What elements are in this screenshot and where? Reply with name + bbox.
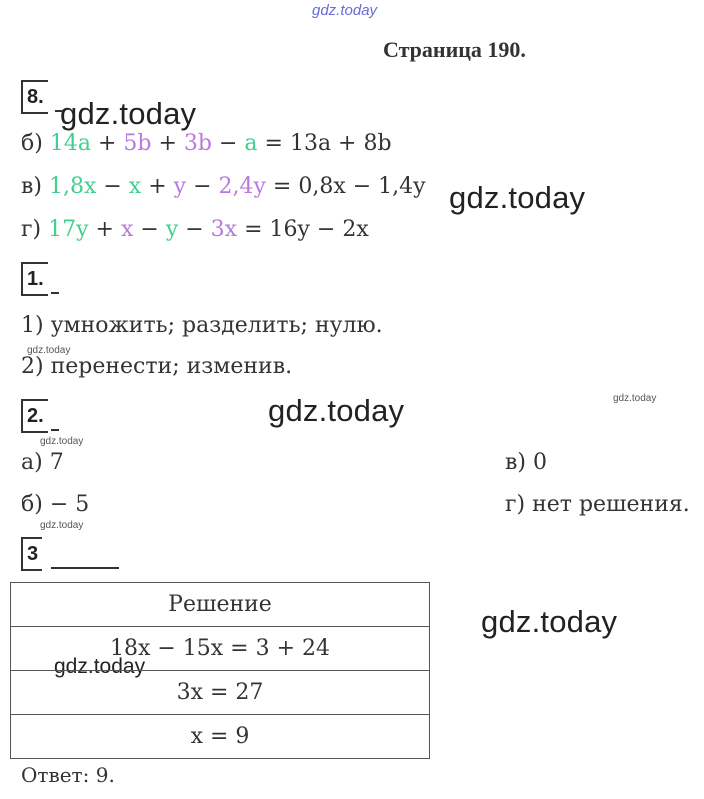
page-title: Страница 190.: [383, 37, 526, 62]
task-box-underline: [51, 567, 119, 569]
watermark-large-1: gdz.today: [60, 96, 197, 131]
table-row: [11, 627, 430, 671]
equation-g: г) 17y + x − y − 3x = 16y − 2x: [21, 217, 369, 242]
solution-step-3: x = 9: [11, 715, 430, 759]
answer-v: в) 0: [505, 450, 547, 475]
watermark-small-4: gdz.today: [40, 520, 84, 531]
watermark-large-3: gdz.today: [268, 393, 405, 428]
table-header: Решение: [11, 583, 430, 627]
watermark-large-2: gdz.today: [449, 180, 586, 215]
table-row: [11, 671, 430, 715]
watermark-small-1: gdz.today: [27, 345, 71, 356]
answer-a: а) 7: [21, 450, 64, 475]
equation-b: б) 14a + 5b + 3b − a = 13a + 8b: [21, 131, 392, 156]
solution-step-1: 18x − 15x = 3 + 24: [11, 627, 430, 671]
solution-step-2: 3x = 27: [11, 671, 430, 715]
answer-line-2: 2) перенести; изменив.: [21, 354, 293, 379]
watermark-medium: gdz.today: [54, 655, 146, 678]
task-number-3: 3: [21, 537, 42, 571]
table-row: [11, 715, 430, 759]
task-number-1: 1.: [21, 262, 48, 296]
answer-b: б) − 5: [21, 492, 90, 517]
equation-v: в) 1,8x − x + y − 2,4y = 0,8x − 1,4y: [21, 174, 426, 199]
watermark-large-4: gdz.today: [481, 604, 618, 639]
table-row: [11, 583, 430, 627]
task-number-8: 8.: [21, 80, 48, 114]
watermark-small-2: gdz.today: [613, 393, 657, 404]
task-box-underline: [51, 429, 59, 431]
watermark-top: gdz.today: [312, 2, 378, 19]
task-box-underline: [51, 292, 59, 294]
answer-line-1: 1) умножить; разделить; нулю.: [21, 313, 383, 338]
task-box-underline: [55, 110, 63, 112]
final-answer: Ответ: 9.: [21, 763, 115, 787]
watermark-small-3: gdz.today: [40, 436, 84, 447]
solution-table: [10, 582, 430, 759]
answer-g: г) нет решения.: [505, 492, 690, 517]
task-number-2: 2.: [21, 399, 48, 433]
